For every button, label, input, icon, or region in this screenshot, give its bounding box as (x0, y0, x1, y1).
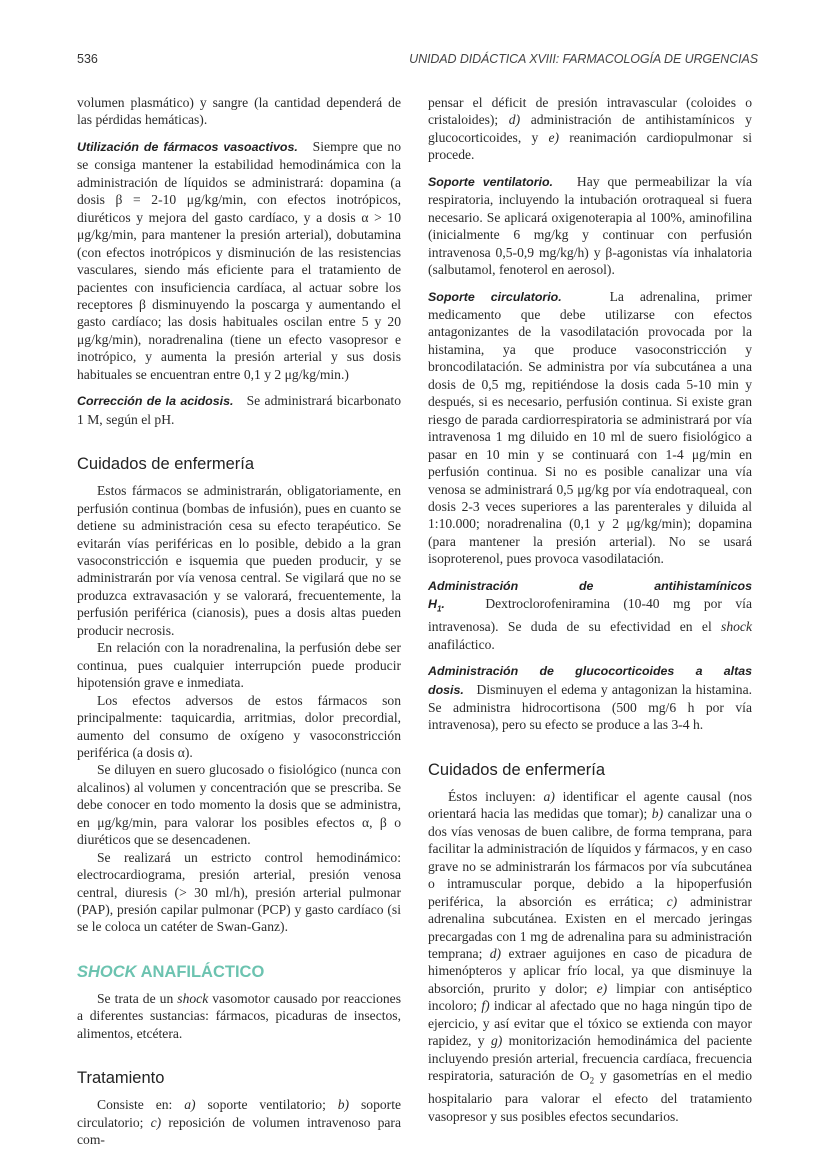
paragraph-ventilatorio (428, 173, 752, 279)
text-run: reanimación cardiopulmonar si procede. (428, 129, 752, 163)
text-run: extraer aguijones en caso de picadura de himenópteros y aplicar frío local, ya que disminuye la absorción, prurito y dolor; (428, 945, 752, 996)
paragraph-text: Hay que permeabilizar la vía respiratoria, incluyendo la intubación orotraqueal si fuera necesario. Se aplicará oxigenoterapia al 100%, aminofilina (inicialmente 6 mg/kg y continuar con perfusión intravenosa 0,5-0,9 mg/kg/h) y β-agonistas vía inhalatoria (salbutamol, fenoterol en aerosol). (428, 173, 752, 278)
subscript: 2 (589, 1075, 595, 1086)
subheading-cuidados: Cuidados de enfermería (428, 760, 606, 779)
text-run: y gasometrías en el medio hospitalario para valorar el efecto del tratamiento vasopresor y sus posibles efectos secundarios. (428, 1068, 752, 1124)
text-run: soporte circulatorio; (77, 1097, 401, 1130)
text-run: administración de antihistamínicos y glucocorticoides, y (428, 112, 752, 145)
paragraph-acidosis (77, 392, 401, 428)
paragraph-glucocorticoides (428, 662, 752, 734)
paragraph: Estos fármacos se administrarán, obligatoriamente, en perfusión continua (bombas de infusión), pues en cuanto se detiene su administración cesa su efecto terapéutico. Se evitarán vías periféricas en lo posible, debido a la gran vasoconstricción e isquemia que pueden producir, y se administrarán por vía venosa central. Se vigilará que no se produzca extravasación y se valorará, frecuentemente, la perfusión periférica (cianosis), pues a dosis altas pueden producir necrosis. (77, 483, 401, 638)
list-marker: f) (481, 998, 490, 1014)
text-run: monitorización hemodinámica del paciente incluyendo presión arterial, frecuencia cardíaca, frecuencia respiratoria, saturación de O (428, 1033, 752, 1084)
list-marker: c) (150, 1114, 162, 1130)
paragraph: Los efectos adversos de estos fármacos son principalmente: taquicardia, arritmias, dolor precordial, aumento del consumo de oxígeno y vasoconstricción periférica (a dosis α). (77, 692, 401, 760)
text-run: vasomotor causado por reacciones a diferentes sustancias: fármacos, picaduras de insectos, alimentos, etcétera. (77, 990, 401, 1041)
right-column (428, 94, 752, 1125)
section-title (77, 962, 401, 982)
paragraph-text: La adrenalina, primer medicamento que debe utilizarse con efectos antagonizantes de la vasodilatación provocada por la histamina, ya que produce vasoconstricción y broncodilatación. Se administra por vía subcutánea a una dosis de 0,5 mg, repitiéndose la dosis cada 5-10 min y después, si es necesario, perfusión continua. Si existe gran riesgo de parada cardiorrespiratoria se administrará por vía intravenosa 1 mg diluido en 10 ml de suero fisiológico a pasar en 10 min y se continuará con 1-4 μg/min en perfusión continua. Si no es posible canalizar una vía venosa se administrará 0,5 μg/kg por vía endotraqueal, con dosis 2-3 veces superiores a las parenterales y diluida al 1:10.000; noradrenalina (0,1 y 2 μg/kg/min); dopamina (para mantener la presión arterial). No se usará isoproterenol, pues provoca vasodilatación. (428, 288, 753, 567)
list-marker: d) (489, 945, 502, 961)
subheading-tratamiento: Tratamiento (77, 1069, 165, 1088)
run-in-heading: Utilización de fármacos vasoactivos. (77, 139, 298, 154)
text-run: canalizar una o dos vías venosas de buen calibre, de forma temprana, para facilitar la administración de líquidos y fármacos, y en caso grave no se administrarán los fármacos por vía subcutánea o intramuscular porque, debido a la hipoperfusión periférica, la absorción es errática; (428, 806, 752, 909)
paragraph-circulatorio (428, 288, 752, 568)
text-run: limpiar con antiséptico incoloro; (428, 980, 752, 1014)
text-run: soporte ventilatorio; (195, 1097, 338, 1113)
subheading-cuidados: Cuidados de enfermería (77, 455, 255, 474)
run-in-heading: Corrección de la acidosis. (77, 394, 234, 409)
paragraph-continuation (428, 94, 752, 164)
run-in-heading: Administración de glucocorticoides a altas dosis. (428, 664, 752, 697)
list-marker: d) (508, 112, 521, 128)
paragraph-text: Siempre que no se consiga mantener la estabilidad hemodinámica con la administración de líquidos se administrará: dopamina (a dosis β = 2-10 μg/kg/min, con efectos inotrópicos, diuréticos y mejora del gasto cardíaco, y a dosis α > 10 μg/kg/min, para mantener la presión arterial), dobutamina (con efectos inotrópicos y disminución de las resistencias vasculares, siendo más eficiente para el tratamiento de pacientes con insuficiencia cardíaca, al actuar sobre los receptores β disminuyendo la poscarga y aumentando el gasto cardíaco; las dosis habituales oscilan entre 5 y 20 μg/kg/min), noradrenalina (tiene un efecto vasopresor e inotrópico, y aumenta la presión arterial y sus dosis habituales se encuentran entre 0,1 y 2 μg/kg/min.) (77, 138, 402, 382)
paragraph-antihistaminicos (428, 577, 752, 653)
list-marker: b) (337, 1097, 350, 1113)
emphasis: shock (721, 619, 752, 635)
text-run: Dextroclorofeniramina (10-40 mg por vía intravenosa). Se duda de su efectividad en el (428, 596, 752, 635)
text-run: Éstos incluyen: (448, 788, 544, 804)
paragraph-text: Disminuyen el edema y antagonizan la histamina. Se administra hidrocortisona (500 mg/6 h por vía intravenosa), pero su efecto se produce a las 3-4 h. (428, 681, 752, 733)
paragraph-text: Se administrará bicarbonato 1 M, según el pH. (77, 393, 402, 427)
left-column (77, 94, 401, 1149)
paragraph-cuidados (428, 788, 752, 1125)
section-title-italic: SHOCK (77, 962, 137, 981)
run-in-heading: Soporte circulatorio. (428, 289, 562, 304)
paragraph-anafilactico (77, 990, 401, 1042)
list-marker: g) (490, 1033, 503, 1049)
paragraph-vasoactivos (77, 138, 401, 383)
run-in-heading: Soporte ventilatorio. (428, 174, 553, 189)
text-run: anafiláctico. (428, 636, 495, 652)
text-run: Se trata de un (97, 990, 178, 1006)
list-marker: e) (548, 129, 560, 145)
paragraph: Se diluyen en suero glucosado o fisiológico (nunca con alcalinos) al volumen y concentración que se prescriba. Se debe conocer en todo momento la dosis que se administra, en μg/kg/min, para valorar los posibles efectos α, β o diuréticos que se desencadenen. (77, 762, 401, 848)
page-number: 536 (77, 52, 98, 66)
list-marker: a) (543, 788, 555, 804)
text-run: indicar al afectado que no haga ningún tipo de ejercicio, y así evitar que el tóxico se extienda con mayor rapidez, y (428, 998, 752, 1049)
subscript: 1 (436, 604, 442, 614)
text-run: . (441, 597, 445, 612)
page-header (77, 52, 758, 68)
paragraph-tratamiento (77, 1096, 401, 1148)
list-marker: b) (651, 806, 664, 822)
text-run: Administración de antihistamínicos H (428, 578, 752, 612)
running-title: UNIDAD DIDÁCTICA XVIII: FARMACOLOGÍA DE URGENCIAS (409, 52, 758, 66)
text-run: administrar adrenalina subcutánea. Existen en el mercado jeringas precargadas con 1 mg de adrenalina para su administración temprana; (428, 893, 752, 961)
list-marker: a) (184, 1097, 196, 1113)
emphasis: shock (177, 990, 209, 1006)
paragraph-continuation: volumen plasmático) y sangre (la cantidad dependerá de las pérdidas hemáticas). (77, 95, 401, 128)
paragraph: En relación con la noradrenalina, la perfusión debe ser continua, pues cualquier interrupción puede producir hipotensión grave e inmediata. (77, 640, 401, 691)
text-run: pensar el déficit de presión intravascular (coloides o cristaloides); (428, 95, 752, 128)
text-run: Consiste en: (97, 1097, 185, 1113)
list-marker: c) (666, 893, 678, 909)
list-marker: e) (596, 980, 608, 996)
paragraph: Se realizará un estricto control hemodinámico: electrocardiograma, presión arterial, presión venosa central, diuresis (> 30 ml/h), presión arterial pulmonar (PAP), presión capilar pulmonar (PCP) y gasto cardíaco (si se le coloca un catéter de Swan-Ganz). (77, 849, 401, 935)
text-run: identificar el agente causal (nos orientará hacia las medidas que tomar); (428, 788, 752, 822)
text-run: reposición de volumen intravenoso para com- (77, 1114, 401, 1148)
section-title-rest: ANAFILÁCTICO (136, 962, 265, 981)
